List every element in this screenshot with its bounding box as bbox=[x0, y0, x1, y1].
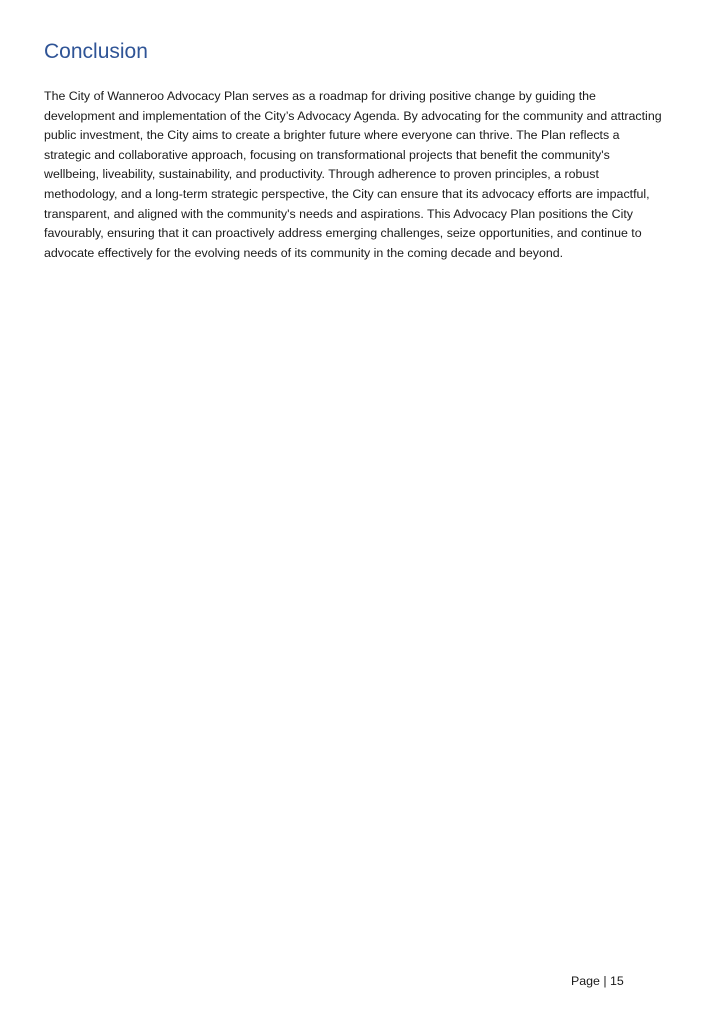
page-number: Page | 15 bbox=[571, 974, 624, 988]
conclusion-paragraph: The City of Wanneroo Advocacy Plan serves as a roadmap for driving positive change by guiding the development and implementation of the City’s Advocacy Agenda. By advocating for the community and attracting public investment, the City aims to create a brighter future where everyone can thrive. The Plan reflects a strategic and collaborative approach, focusing on transformational projects that benefit the community's wellbeing, liveability, sustainability, and productivity. Through adherence to proven principles, a robust methodology, and a long-term strategic perspective, the City can ensure that its advocacy efforts are impactful, transparent, and aligned with the community's needs and aspirations. This Advocacy Plan positions the City favourably, ensuring that it can proactively address emerging challenges, seize opportunities, and continue to advocate effectively for the evolving needs of its community in the coming decade and beyond. bbox=[44, 89, 662, 260]
section-heading: Conclusion bbox=[44, 40, 148, 63]
